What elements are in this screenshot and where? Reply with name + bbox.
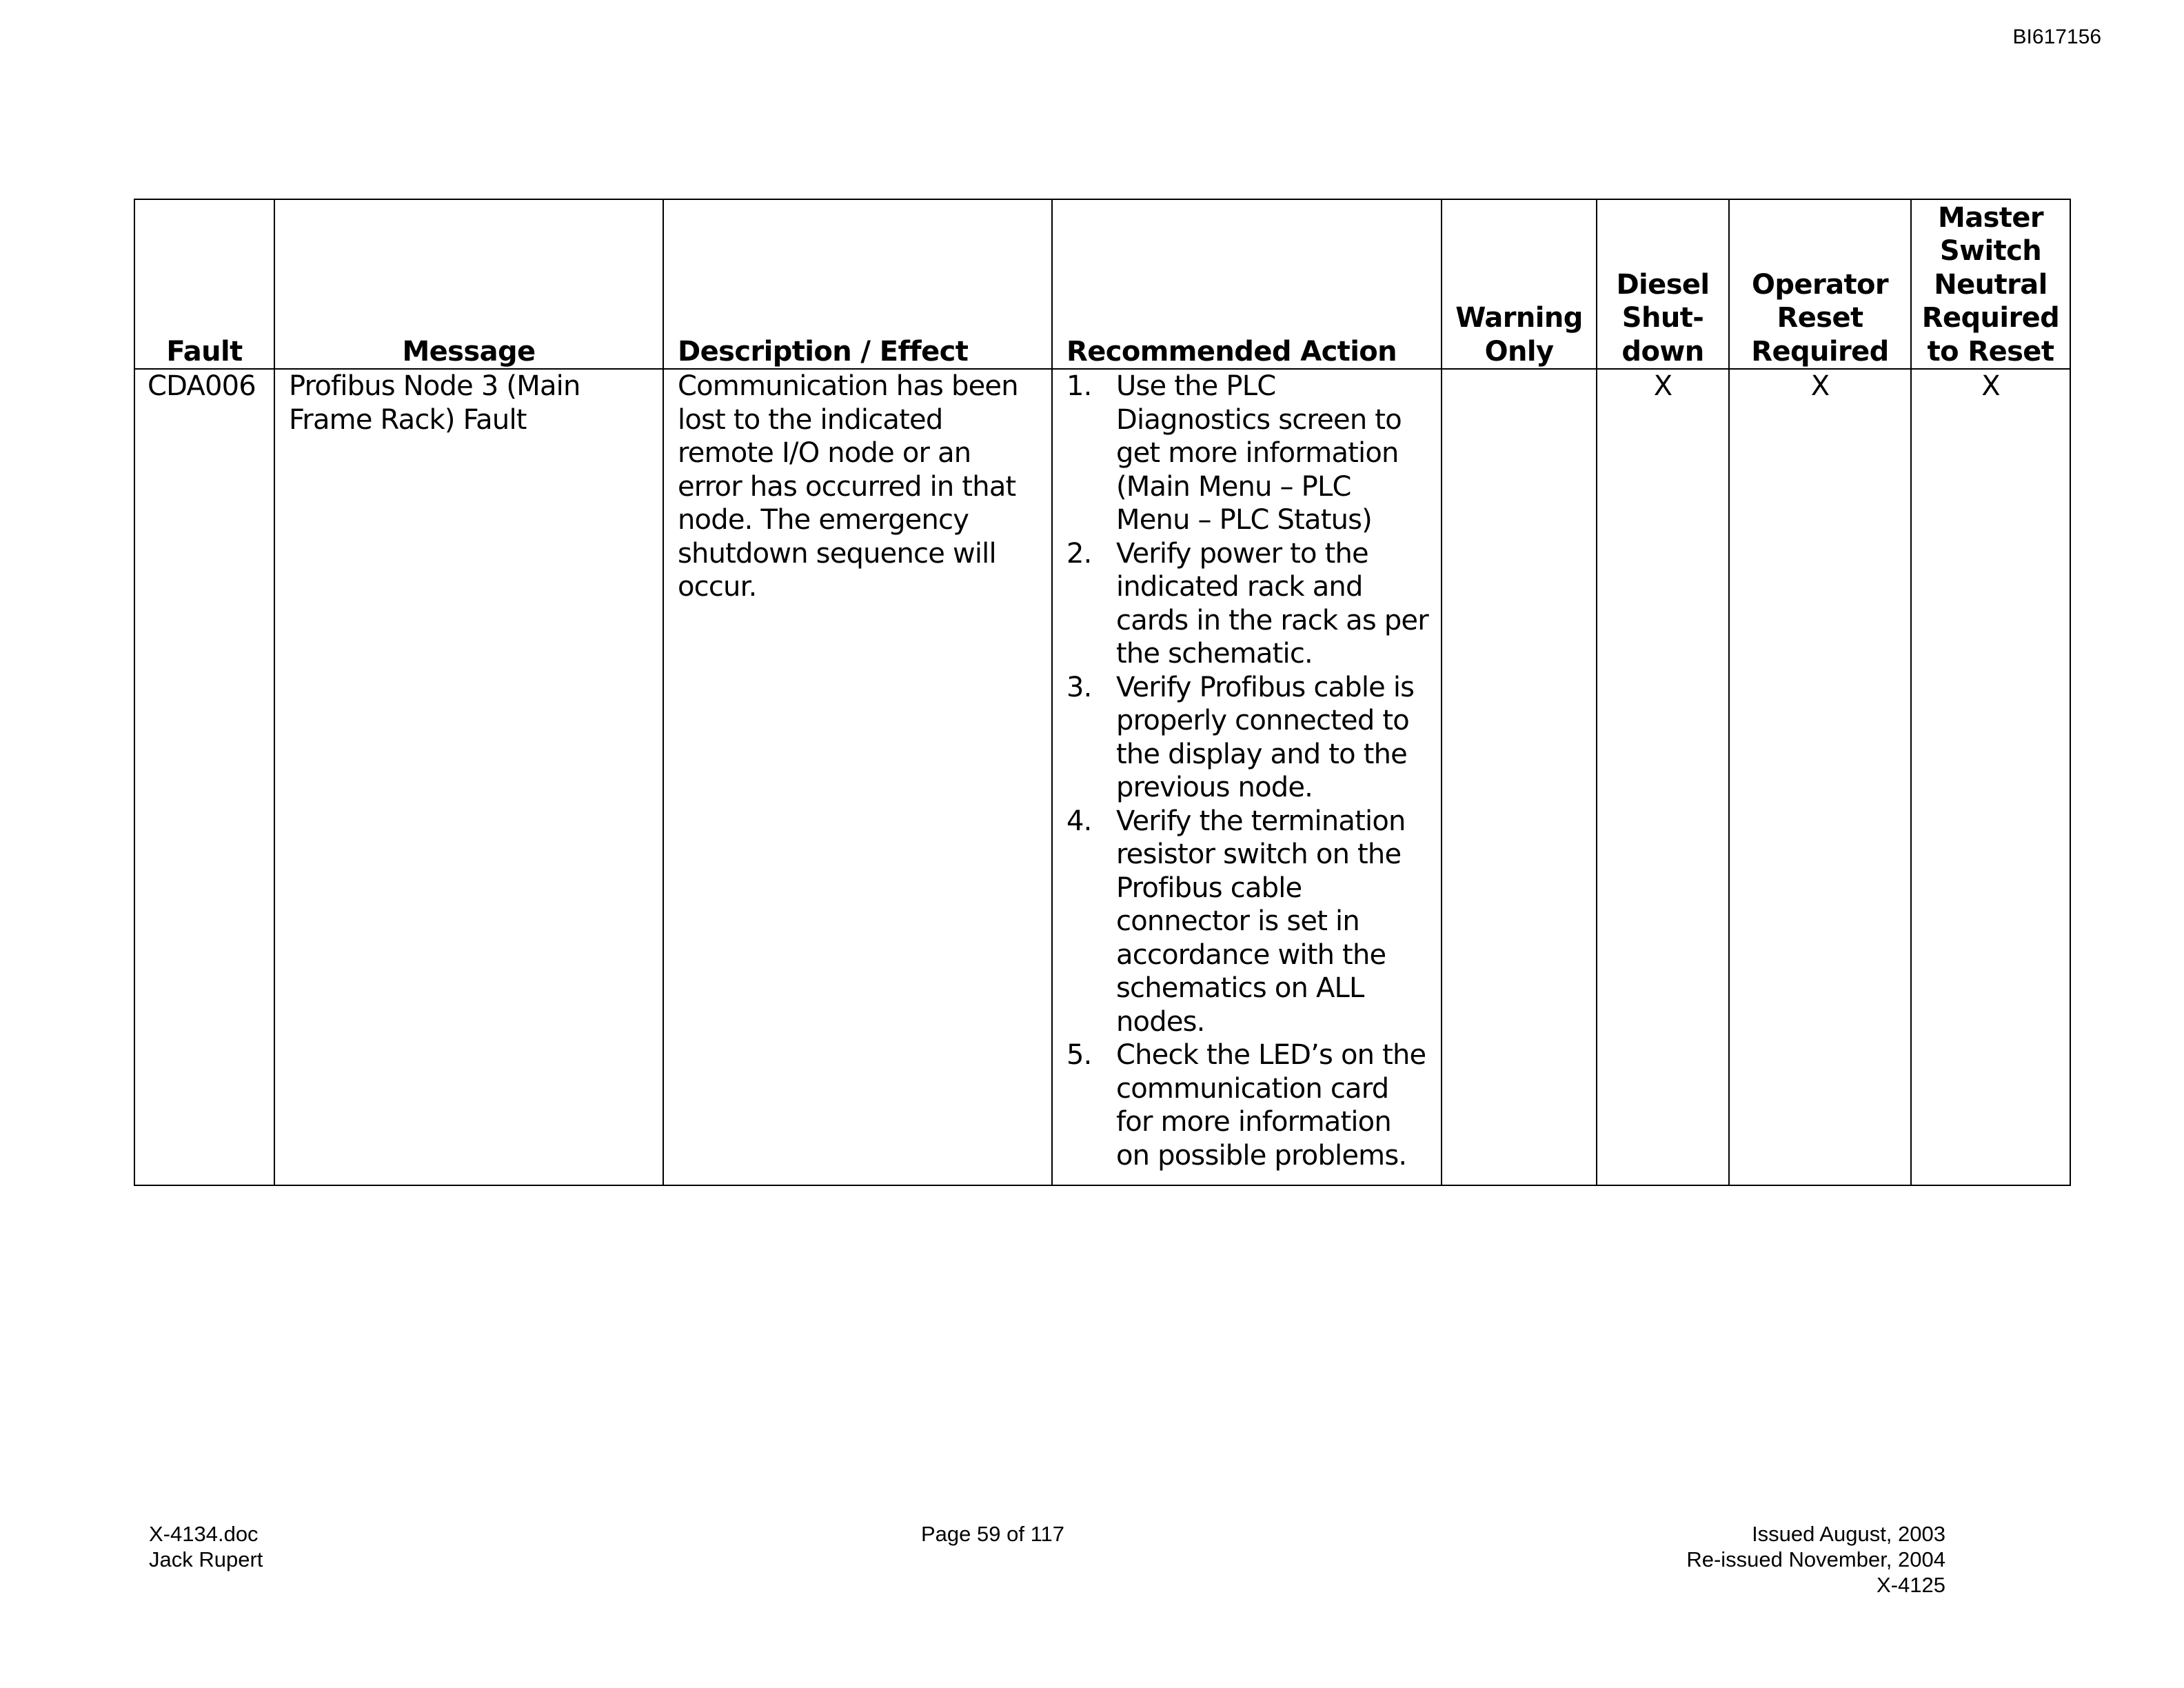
footer-left <box>149 1521 263 1572</box>
action-number: 2. <box>1066 537 1092 570</box>
column-header-recommended-action: Recommended Action <box>1052 199 1442 369</box>
action-list <box>1066 370 1431 1172</box>
table-row <box>134 369 2070 1185</box>
action-number: 3. <box>1066 671 1092 703</box>
action-text: Verify power to the indicated rack and cards in the rack as per the schematic. <box>1116 537 1428 670</box>
action-number: 1. <box>1066 370 1092 402</box>
action-text: Verify Profibus cable is properly connected to the display and to the previous node. <box>1116 671 1415 803</box>
footer-author: Jack Rupert <box>149 1547 263 1571</box>
page-number: Page 59 of 117 <box>921 1522 1064 1546</box>
action-item <box>1066 1038 1431 1172</box>
action-text: Verify the termination resistor switch on the Profibus cable connector is set in accordance with the schematics on ALL nodes. <box>1116 805 1406 1038</box>
footer-filename: X-4134.doc <box>149 1522 259 1546</box>
column-header-diesel-shutdown: Diesel Shut-down <box>1597 199 1729 369</box>
footer-doc-number: X-4125 <box>1877 1573 1945 1597</box>
column-header-fault: Fault <box>134 199 274 369</box>
column-header-warning-only: Warning Only <box>1442 199 1597 369</box>
action-number: 5. <box>1066 1039 1092 1071</box>
recommended-action-cell <box>1052 369 1442 1185</box>
column-header-master-switch: Master Switch Neutral Required to Reset <box>1911 199 2070 369</box>
message-cell: Profibus Node 3 (Main Frame Rack) Fault <box>274 369 663 1185</box>
table-header <box>134 199 2070 369</box>
header-row <box>134 199 2070 369</box>
document-id: BI617156 <box>2012 26 2101 48</box>
column-header-operator-reset: Operator Reset Required <box>1729 199 1911 369</box>
action-item <box>1066 537 1431 671</box>
fault-table <box>134 199 2071 1186</box>
fault-code-cell: CDA006 <box>134 369 274 1185</box>
column-header-message: Message <box>274 199 663 369</box>
action-text: Use the PLC Diagnostics screen to get more information (Main Menu – PLC Menu – PLC Status) <box>1116 370 1402 536</box>
master-switch-cell: X <box>1911 369 2070 1185</box>
footer-reissued-date: Re-issued November, 2004 <box>1686 1547 1945 1571</box>
column-header-description: Description / Effect <box>663 199 1052 369</box>
footer-right <box>1686 1521 1945 1598</box>
action-number: 4. <box>1066 805 1092 837</box>
warning-only-cell <box>1442 369 1597 1185</box>
diesel-shutdown-cell: X <box>1597 369 1729 1185</box>
action-item <box>1066 671 1431 805</box>
action-text: Check the LED’s on the communication card for more information on possible problems. <box>1116 1039 1426 1172</box>
operator-reset-cell: X <box>1729 369 1911 1185</box>
description-cell: Communication has been lost to the indicated remote I/O node or an error has occurred in that node. The emergency shutdown sequence will occur. <box>663 369 1052 1185</box>
action-item <box>1066 805 1431 1039</box>
action-item <box>1066 370 1431 537</box>
footer-issued-date: Issued August, 2003 <box>1752 1522 1945 1546</box>
